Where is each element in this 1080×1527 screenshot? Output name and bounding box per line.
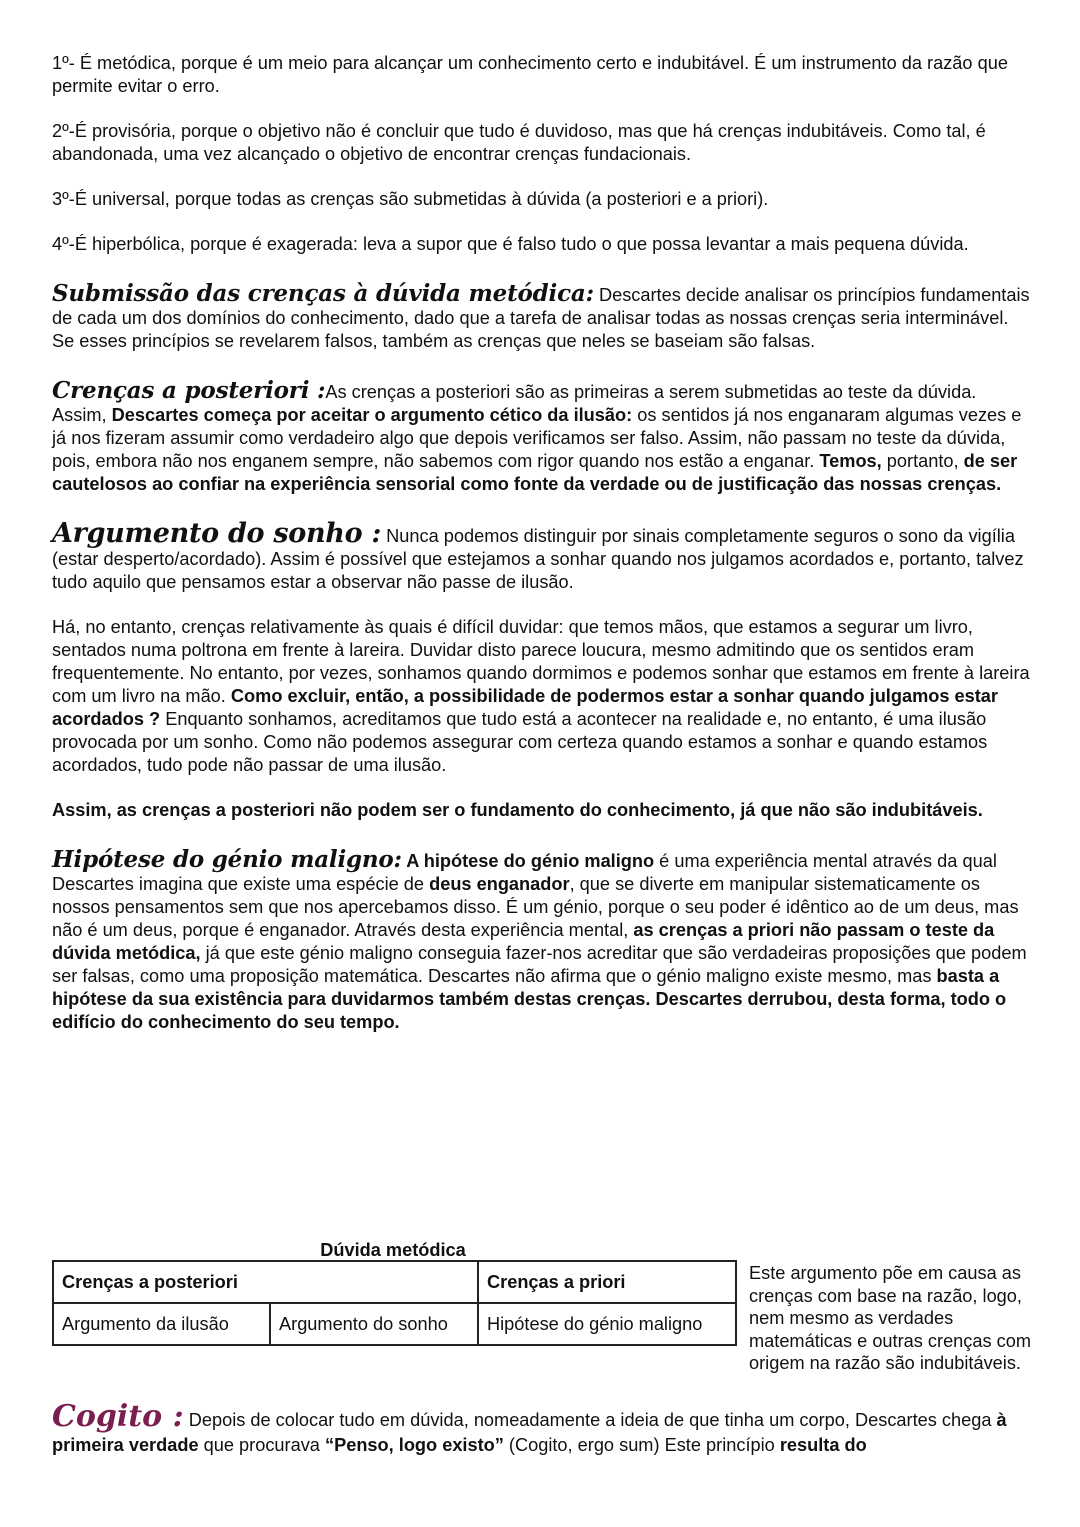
sonho-conclusion: Assim, as crenças a posteriori não podem ser o fundamento do conhecimento, já que não são indubitáveis. [52, 800, 983, 820]
point-2: 2º-É provisória, porque o objetivo não é concluir que tudo é duvidoso, mas que há crenças indubitáveis. Como tal, é abandonada, uma vez alcançado o objetivo de encontrar crenças fundacionais. [52, 121, 986, 164]
posteriori-text: os sentidos já nos enganaram algumas vezes e já nos fizeram assumir como verdadeiro algo que depois verificamos ser falso. Assim, não passam no teste da dúvida, pois, embora não nos enganem sempre, não sabemos com rigor quando nos estão a enganar. [52, 405, 1022, 471]
sonho-paragraph-2 [52, 616, 1032, 777]
cogito-bold: à primeira verdade [52, 1410, 1007, 1455]
table-row [53, 1303, 736, 1345]
genio-text: , que se diverte em manipular sistematicamente os nossos pensamentos sem que nos apercebamos disso. É um génio, porque o seu poder é idêntico ao de um deus, mas não é um deus, porque é enganador. Através desta experiência mental, [52, 874, 1019, 940]
duvida-table [52, 1260, 737, 1346]
posteriori-text: portanto, [881, 451, 964, 471]
cogito-bold: resulta do [779, 1435, 867, 1455]
point-3: 3º-É universal, porque todas as crenças são submetidas à dúvida (a posteriori e a priori). [52, 189, 769, 209]
section-sonho [52, 518, 1032, 594]
table-row [53, 1261, 736, 1303]
posteriori-text: As crenças a posteriori são as primeiras a serem submetidas ao teste da dúvida. Assim, [52, 382, 977, 425]
point-4: 4º-É hiperbólica, porque é exagerada: leva a supor que é falso tudo o que possa levantar a mais pequena dúvida. [52, 234, 969, 254]
section-genio [52, 848, 1032, 1034]
table-cell-sonho: Argumento do sonho [270, 1303, 478, 1345]
document-body [52, 52, 1032, 1034]
cogito-bold: “Penso, logo existo” [324, 1435, 504, 1455]
sonho-text: Enquanto sonhamos, acreditamos que tudo está a acontecer na realidade e, no entanto, é uma ilusão provocada por um sonho. Como não podemos assegurar com certeza quando estamos a sonhar e quando estamos acordados, tudo pode não passar de uma ilusão. [52, 709, 988, 775]
section-posteriori [52, 379, 1032, 496]
section-title-posteriori: Crenças a posteriori : [52, 377, 326, 404]
point-1: 1º- É metódica, porque é um meio para alcançar um conhecimento certo e indubitável. É um instrumento da razão que permite evitar o erro. [52, 53, 1008, 96]
cogito-text: (Cogito, ergo sum) Este princípio [503, 1435, 780, 1455]
genio-bold: as crenças a priori não passam o teste da dúvida metódica, [52, 920, 995, 963]
cogito-text: Depois de colocar tudo em dúvida, nomeadamente a ideia de que tinha um corpo, Descartes chega [183, 1410, 997, 1430]
table-header-posteriori: Crenças a posteriori [53, 1261, 478, 1303]
genio-text: é uma experiência mental através da qual Descartes imagina que existe uma espécie de [52, 851, 997, 894]
sonho-text: Nunca podemos distinguir por sinais completamente seguros o sono da vigília (estar desperto/acordado). Assim é possível que estejamos a sonhar quando nos julgamos acordados e, portanto, talvez tudo aquilo que pensamos estar a observar não passe de ilusão. [52, 526, 1024, 592]
table-header-priori: Crenças a priori [478, 1261, 736, 1303]
section-title-sonho: Argumento do sonho : [52, 518, 382, 549]
genio-bold: deus enganador [429, 874, 570, 894]
sonho-bold: Como excluir, então, a possibilidade de podermos estar a sonhar quando julgamos estar acordados ? [52, 686, 999, 729]
genio-bold: A hipótese do génio maligno [401, 851, 655, 871]
section-title-submissao: Submissão das crenças à dúvida metódica: [52, 280, 594, 307]
table-caption: Dúvida metódica [320, 1240, 466, 1260]
sonho-text: Há, no entanto, crenças relativamente às quais é difícil duvidar: que temos mãos, que estamos a segurar um livro, sentados numa poltrona em frente à lareira. Duvidar disto parece loucura, mesmo admitindo que os sentidos eram frequentemente. No entanto, por vezes, sonhamos quando dormimos e podemos sonhar que estamos em frente à lareira com um livro na mão. [52, 617, 1030, 706]
posteriori-bold: de ser cautelosos ao confiar na experiência sensorial como fonte da verdade ou de justificação das nossas crenças. [52, 451, 1018, 494]
posteriori-bold: Descartes começa por aceitar o argumento cético da ilusão: [111, 405, 633, 425]
section-submissao [52, 282, 1032, 353]
cogito-text: que procurava [198, 1435, 325, 1455]
genio-text: já que este génio maligno conseguia fazer-nos acreditar que são verdadeiras proposições que podem ser falsas, como uma proposição matemática. Descartes não afirma que o génio maligno existe mesmo, mas [52, 943, 1027, 986]
table-cell-ilusao: Argumento da ilusão [53, 1303, 270, 1345]
submissao-text: Descartes decide analisar os princípios fundamentais de cada um dos domínios do conhecimento, dado que a tarefa de analisar todas as nossas crenças seria interminável. Se esses princípios se revelarem falsos, também as crenças que neles se baseiam são falsas. [52, 285, 1030, 351]
side-note: Este argumento põe em causa as crenças com base na razão, logo, nem mesmo as verdades matemáticas e outras crenças com origem na razão são indubitáveis. [749, 1263, 1032, 1373]
posteriori-bold: Temos, [819, 451, 882, 471]
table-cell-genio: Hipótese do génio maligno [478, 1303, 736, 1345]
section-cogito [52, 1399, 1037, 1458]
section-title-cogito: Cogito : [52, 1399, 184, 1434]
duvida-table-block [52, 1240, 1032, 1400]
genio-bold: basta a hipótese da sua existência para duvidarmos também destas crenças. Descartes derrubou, desta forma, todo o edifício do conhecimento do seu tempo. [52, 966, 1007, 1032]
section-title-genio: Hipótese do génio maligno: [52, 846, 402, 873]
